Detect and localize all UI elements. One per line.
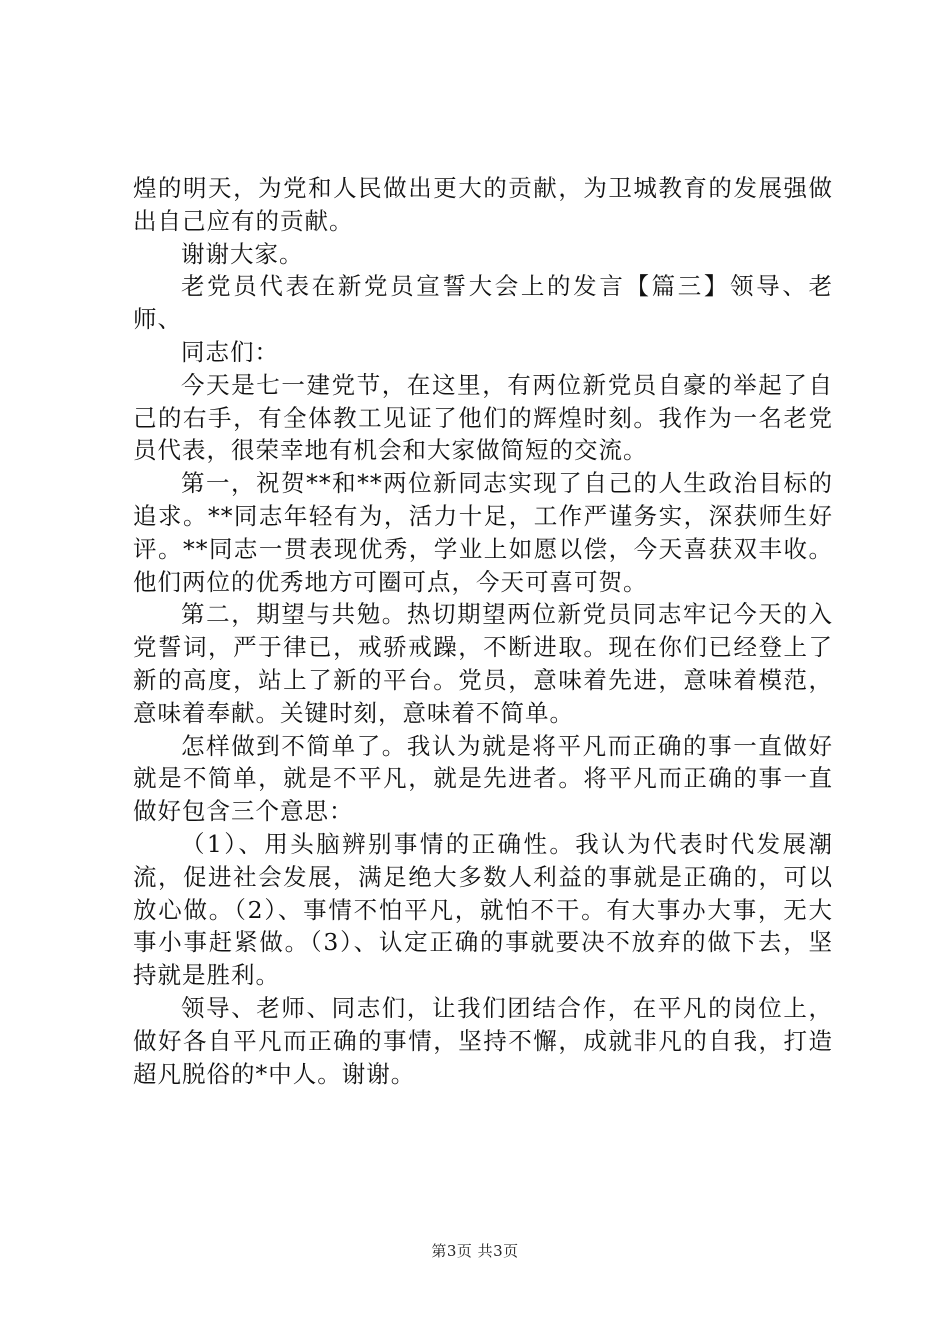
paragraph-2: 谢谢大家。	[181, 239, 304, 268]
paragraph-6: 第一，祝贺**和**两位新同志实现了自己的人生政治目标的追求。**同志年轻有为，活力十足，工作严谨务实，深获师生好评。**同志一贯表现优秀，学业上如愿以偿，今天喜获双丰收。他们两位的优秀地方可圈可点，今天可喜可贺。	[133, 469, 833, 596]
paragraph-7: 第二，期望与共勉。热切期望两位新党员同志牢记今天的入党誓词，严于律已，戒骄戒躁，不断进取。现在你们已经登上了新的高度，站上了新的平台。党员，意味着先进，意味着模范，意味着奉献。关键时刻，意味着不简单。	[133, 600, 833, 727]
document-body	[133, 172, 833, 1090]
page-footer: 第3页 共3页	[431, 1242, 519, 1260]
paragraph-4: 同志们：	[181, 337, 279, 366]
paragraph-3: 老党员代表在新党员宣誓大会上的发言【篇三】领导、老师、	[133, 272, 833, 334]
paragraph-5: 今天是七一建党节，在这里，有两位新党员自豪的举起了自己的右手，有全体教工见证了他们的辉煌时刻。我作为一名老党员代表，很荣幸地有机会和大家做简短的交流。	[133, 370, 833, 465]
paragraph-1: 煌的明天，为党和人民做出更大的贡献，为卫城教育的发展强做出自己应有的贡献。	[133, 174, 833, 235]
paragraph-10: 领导、老师、同志们，让我们团结合作，在平凡的岗位上，做好各自平凡而正确的事情，坚持不懈，成就非凡的自我，打造超凡脱俗的*中人。谢谢。	[133, 993, 833, 1088]
paragraph-8: 怎样做到不简单了。我认为就是将平凡而正确的事一直做好就是不简单，就是不平凡，就是先进者。将平凡而正确的事一直做好包含三个意思：	[133, 731, 833, 826]
paragraph-9: （1）、用头脑辨别事情的正确性。我认为代表时代发展潮流，促进社会发展，满足绝大多数人利益的事就是正确的，可以放心做。（2）、事情不怕平凡，就怕不干。有大事办大事，无大事小事赶紧做。（3）、认定正确的事就要决不放弃的做下去，坚持就是胜利。	[133, 829, 833, 990]
